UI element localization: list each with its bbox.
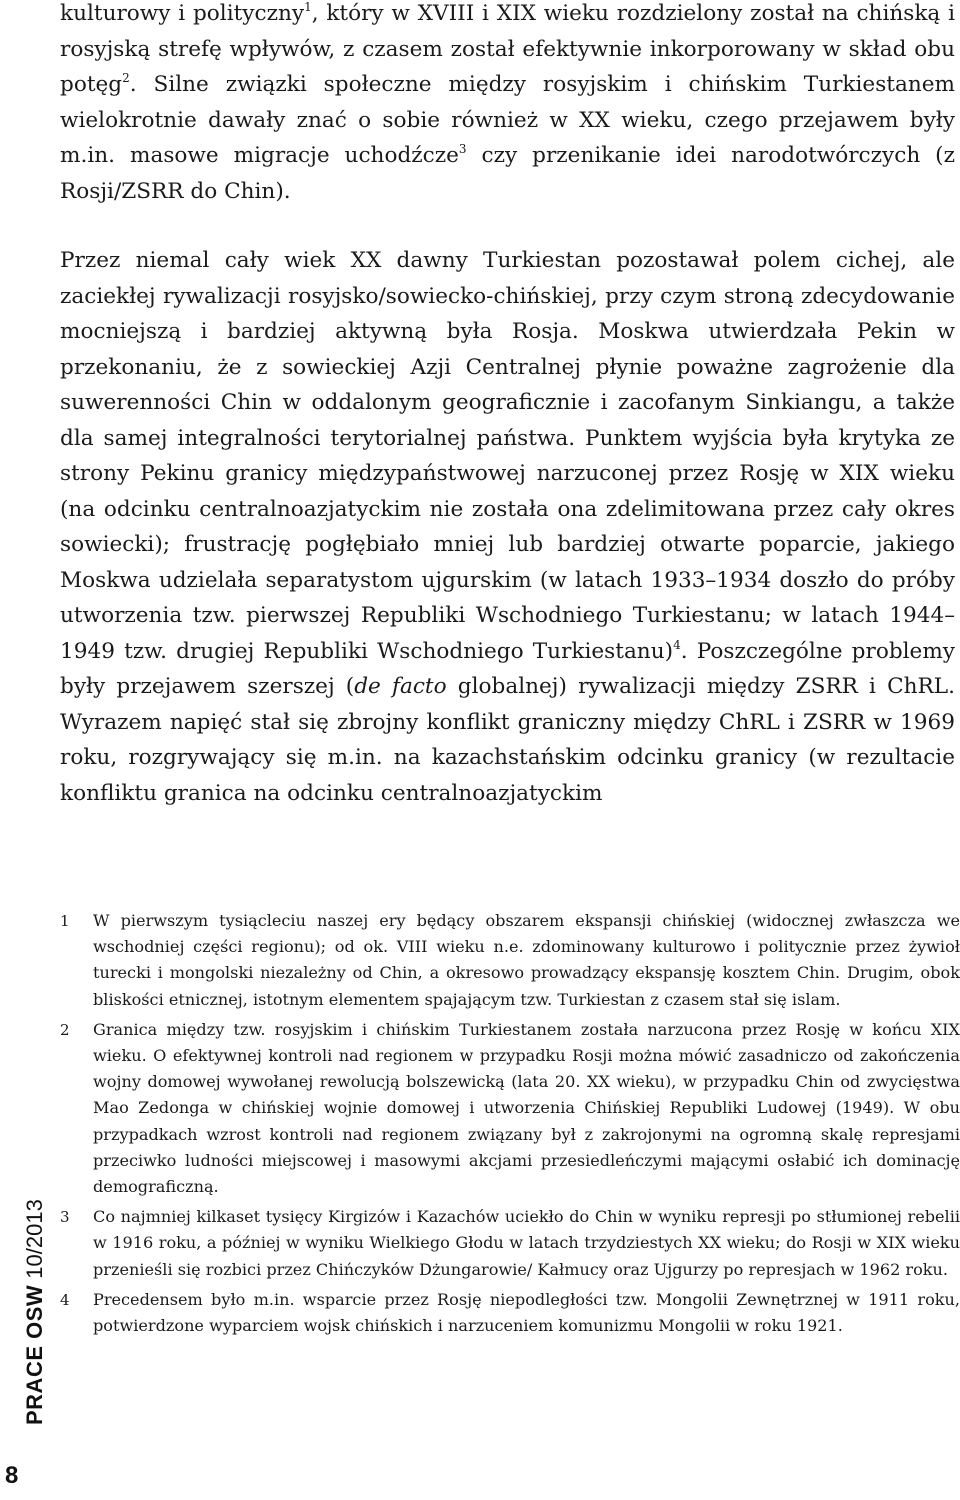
sidebar-text: [24, 1199, 46, 1425]
italic-term: de facto: [354, 674, 447, 699]
series-name: PRACE OSW: [22, 1284, 47, 1425]
paragraph-text: kulturowy i polityczny: [60, 1, 305, 26]
paragraph-text: , który w XVIII i XIX wieku rozdzielony został na chińską i rosyjską strefę wpływów, z czasem został efektywnie inkorporowany w skład obu potęg: [60, 1, 955, 97]
issue-number: 10/2013: [22, 1199, 47, 1279]
paragraph-text: czy przenikanie idei narodotwórczych (z Rosji/ZSRR do Chin).: [60, 143, 955, 204]
footnote-3: [60, 1204, 960, 1283]
body-paragraph-1: [60, 0, 955, 209]
paragraph-text: globalnej) rywalizacji między ZSRR i ChRL. Wyrazem napięć stał się zbrojny konflikt graniczny między ChRL i ZSRR w 1969 roku, rozgrywający się m.in. na kazachstańskim odcinku granicy (w rezultacie konfliktu granica na odcinku centralnoazjatyckim: [60, 674, 956, 806]
footnote-ref-3[interactable]: 3: [458, 142, 467, 156]
paragraph-text: Przez niemal cały wiek XX dawny Turkiestan pozostawał polem cichej, ale zaciekłej rywalizacji rosyjsko/sowiecko-chińskiej, przy czym stroną zdecydowanie mocniejszą i bardziej aktywną była Rosja. Moskwa utwierdzała Pekin w przekonaniu, że z sowieckiej Azji Centralnej płynie poważne zagrożenie dla suwerenności Chin w oddalonym geograficznie i zacofanym Sinkiangu, a także dla samej integralności terytorialnej państwa. Punktem wyjścia była krytyka ze strony Pekinu granicy międzypaństwowej narzuconej przez Rosję w XIX wieku (na odcinku centralnoazjatyckim nie została ona zdelimitowana przez cały okres sowiecki); frustrację pogłębiało mniej lub bardziej otwarte poparcie, jakiego Moskwa udzielała separatystom ujgurskim (w latach 1933–1934 doszło do próby utworzenia tzw. pierwszej Republiki Wschodniego Turkiestanu; w latach 1944–1949 tzw. drugiej Republiki Wschodniego Turkiestanu): [60, 248, 955, 664]
body-paragraph-2: [60, 243, 955, 811]
footnote-2: [60, 1017, 960, 1200]
footnote-number: 4: [60, 1290, 70, 1309]
footnote-1: [60, 908, 960, 1013]
footnote-ref-2[interactable]: 2: [122, 71, 130, 85]
footnote-4: [60, 1287, 960, 1339]
page-number: 8: [5, 1462, 19, 1489]
footnote-number: 1: [60, 912, 70, 930]
sidebar-publication-label: [2, 1180, 47, 1425]
footnotes: [60, 908, 960, 1340]
footnote-text: Granica między tzw. rosyjskim i chińskim Turkiestanem została narzucona przez Rosję w końcu XIX wieku. O efektywnej kontroli nad regionem w przypadku Rosji można mówić zasadniczo od zakończenia wojny domowej wywołanej rewolucją bolszewicką (lata 20. XX wieku), w przypadku Chin od zwycięstwa Mao Zedonga w chińskiej wojnie domowej i utworzenia Chińskiej Republiki Ludowej (1949). W obu przypadkach wzrost kontroli nad regionem związany był z zakrojonymi na ogromną skalę represjami przeciwko ludności miejscowej i masowymi akcjami przesiedleńczymi mającymi osłabić ich dominację demograficzną.: [93, 1019, 960, 1197]
footnote-ref-1[interactable]: 1: [304, 0, 312, 14]
paragraph-text: . Silne związki społeczne między rosyjskim i chińskim Turkiestanem wielokrotnie dawały znać o sobie również w XX wieku, czego przejawem były m.in. masowe migracje uchodźcze: [60, 72, 955, 168]
footnote-number: 2: [60, 1020, 70, 1039]
footnote-ref-4[interactable]: 4: [673, 637, 681, 652]
footnote-text: Precedensem było m.in. wsparcie przez Rosję niepodległości tzw. Mongolii Zewnętrznej w 1911 roku, potwierdzone wyparciem wojsk chińskich i narzuceniem komunizmu Mongolii w roku 1921.: [93, 1289, 960, 1336]
footnote-number: 3: [60, 1208, 70, 1227]
footnote-text: W pierwszym tysiącleciu naszej ery będący obszarem ekspansji chińskiej (widocznej zwłaszcza we wschodniej części regionu); od ok. VIII wieku n.e. zdominowany kulturowo i politycznie przez żywioł turecki i mongolski niezależny od Chin, a okresowo prowadzący ekspansję kosztem Chin. Drugim, obok bliskości etnicznej, istotnym elementem spajającym tzw. Turkiestan z czasem stał się islam.: [93, 911, 960, 1009]
footnote-text: Co najmniej kilkaset tysięcy Kirgizów i Kazachów uciekło do Chin w wyniku represji po stłumionej rebelii w 1916 roku, a później w wyniku Wielkiego Głodu w latach trzydziestych XX wieku; do Rosji w XIX wieku przenieśli się rozbici przez Chińczyków Dżungarowie/ Kałmucy oraz Ujgurzy po represjach w 1962 roku.: [93, 1207, 960, 1279]
paragraph-text: . Poszczególne problemy były przejawem szerszej (: [60, 638, 956, 699]
